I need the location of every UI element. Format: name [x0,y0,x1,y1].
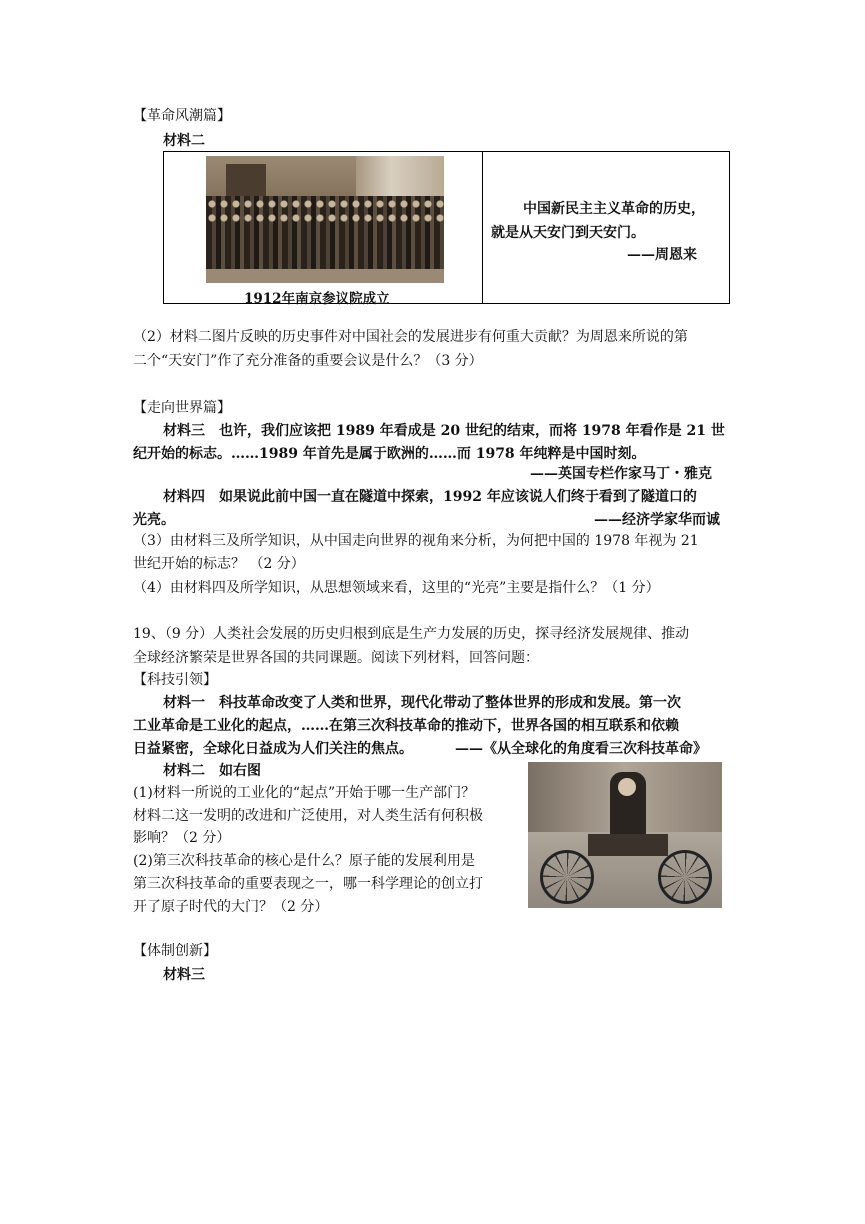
material-3-source: ——英国专栏作家马丁・雅克 [530,466,712,482]
q19-material-1-source: ——《从全球化的角度看三次科技革命》 [455,741,707,757]
material-4-source: ——经济学家华而诚 [594,512,720,528]
q19-part-2-line-3: 开了原子时代的大门？（2 分） [133,899,329,915]
q19-part-1-line-1: (1)材料一所说的工业化的“起点”开始于哪一生产部门？ [133,785,476,801]
photo-caption: 1912年南京参议院成立 [244,291,390,307]
q19-material-2-label: 材料二 如右图 [163,763,261,779]
material-4-line-1: 材料四 如果说此前中国一直在隧道中探索，1992 年应该说人们终于看到了隧道口的 [163,489,697,505]
nanjing-senate-photo [206,156,444,283]
question-4: （4）由材料四及所学知识，从思想领域来看，这里的“光亮”主要是指什么？（1 分） [133,580,660,596]
section-title-world: 【走向世界篇】 [133,400,231,416]
q19-material-1-line-1: 材料一 科技革命改变了人类和世界，现代化带动了整体世界的形成和发展。第一次 [163,695,681,711]
question-2-line-2: 二个“天安门”作了充分准备的重要会议是什么？（3 分） [133,353,483,369]
q19-material-1-line-3: 日益紧密，全球化日益成为人们关注的焦点。 [133,741,413,757]
q19-part-2-line-1: (2)第三次科技革命的核心是什么？原子能的发展利用是 [133,853,475,869]
question-19-line-2: 全球经济繁荣是世界各国的共同课题。阅读下列材料，回答问题： [133,650,539,666]
section-title-revolution: 【革命风潮篇】 [133,108,231,124]
material-2-label: 材料二 [163,133,205,149]
quote-line-2: 就是从天安门到天安门。 [491,225,645,241]
q19-material-1-line-2: 工业革命是工业化的起点，……在第三次科技革命的推动下，世界各国的相互联系和依赖 [133,718,679,734]
question-3-line-2: 世纪开始的标志？ （2 分） [133,556,305,572]
section-title-tech: 【科技引领】 [133,672,217,688]
q19-part-1-line-3: 影响？（2 分） [133,830,231,846]
quote-author: ——周恩来 [627,247,697,263]
material-2-table [163,151,730,307]
material-3-line-2: 纪开始的标志。……1989 年首先是属于欧洲的……而 1978 年纯粹是中国时刻。 [133,446,646,462]
q19-part-2-line-2: 第三次科技革命的重要表现之一，哪一科学理论的创立打 [133,876,483,892]
quote-cell [483,152,730,304]
material-3-line-1: 材料三 也许，我们应该把 1989 年看成是 20 世纪的结束，而将 1978 年看作是 21 世 [163,423,725,439]
q19-part-1-line-2: 材料二这一发明的改进和广泛使用，对人类生活有何积极 [133,808,483,824]
quote-line-1: 中国新民主主义革命的历史， [523,201,705,217]
question-19-line-1: 19、（9 分）人类社会发展的历史归根到底是生产力发展的历史，探寻经济发展规律、推动 [133,626,690,642]
question-3-line-1: （3）由材料三及所学知识，从中国走向世界的视角来分析，为何把中国的 1978 年视为 21 [133,533,699,549]
early-automobile-photo [528,762,722,908]
photo-cell [164,152,483,307]
material-4-line-2: 光亮。 [133,512,175,528]
question-2-line-1: （2）材料二图片反映的历史事件对中国社会的发展进步有何重大贡献？为周恩来所说的第 [133,329,688,345]
section-title-institution: 【体制创新】 [133,943,217,959]
institution-material-3-label: 材料三 [163,967,205,983]
